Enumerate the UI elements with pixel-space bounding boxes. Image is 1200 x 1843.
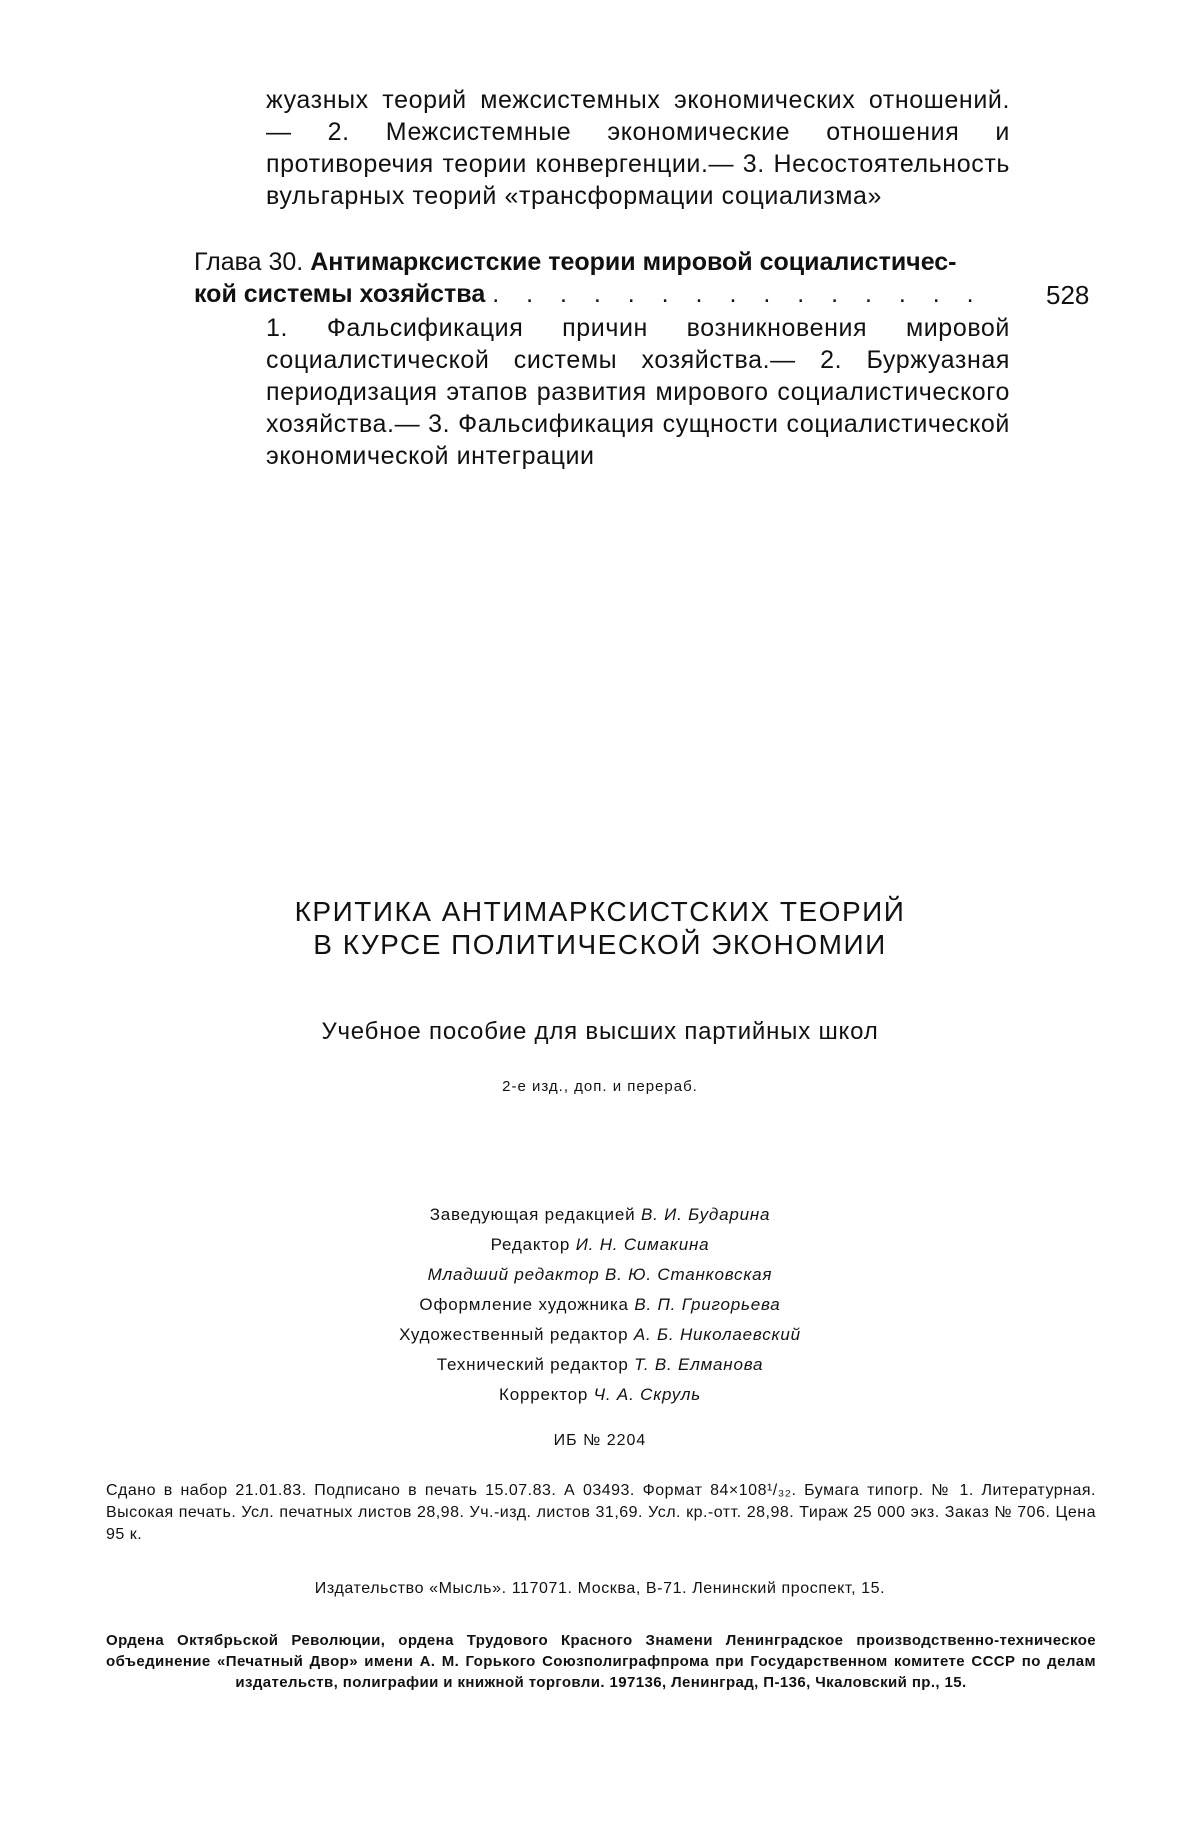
toc-prev-sections (266, 84, 1010, 212)
publisher: Издательство «Мысль». 117071. Москва, В-71. Ленинский проспект, 15. (314, 1580, 886, 1597)
credit-role: Технический редактор (436, 1355, 629, 1374)
printer-info: Ордена Октябрьской Революции, ордена Трудового Красного Знамени Ленинградское производственно-техническое объединение «Печатный Двор» имени А. М. Горького Союзполиграфпрома при Государственном комитете СССР по делам издательств, полиграфии и книжной торговли. 197136, Ленинград, П-136, Чкаловский пр., 15. (106, 1632, 1096, 1691)
book-title-line2: В КУРСЕ ПОЛИТИЧЕСКОЙ ЭКОНОМИИ (313, 929, 887, 960)
credit-role: Оформление художника (419, 1295, 629, 1314)
credit-line (0, 1290, 1200, 1320)
credit-name: В. П. Григорьева (634, 1295, 781, 1314)
credit-role: Художественный редактор (399, 1325, 629, 1344)
credit-line (0, 1200, 1200, 1230)
toc-prev-sections-text: жуазных теорий межсистемных экономических отношений.— 2. Межсистемные экономические отношения и противоречия теории конвергенции.— 3. Несостоятельность вульгарных теорий «трансформации социализма» (266, 86, 1010, 210)
credit-name: В. Ю. Станковская (605, 1265, 773, 1284)
credit-line (0, 1230, 1200, 1260)
toc-chapter-title-line1: Антимарксистские теории мировой социалистичес- (310, 248, 957, 276)
credit-role: Младший редактор (427, 1265, 600, 1284)
book-subtitle: Учебное пособие для высших партийных школ (321, 1018, 879, 1045)
toc-chapter-sections (266, 312, 1010, 472)
book-title-line1: КРИТИКА АНТИМАРКСИСТСКИХ ТЕОРИЙ (294, 896, 906, 927)
toc-chapter-page: 528 (1046, 280, 1090, 310)
credit-line (0, 1320, 1200, 1350)
credit-name: Т. В. Елманова (634, 1355, 764, 1374)
ib-number: ИБ № 2204 (553, 1432, 647, 1449)
imprint: Сдано в набор 21.01.83. Подписано в печать 15.07.83. А 03493. Формат 84×108¹/₃₂. Бумага типогр. № 1. Литературная. Высокая печать. Усл. печатных листов 28,98. Уч.-изд. листов 31,69. Усл. кр.-отт. 28,98. Тираж 25 000 экз. Заказ № 706. Цена 95 к. (106, 1482, 1096, 1543)
credit-name: А. Б. Николаевский (633, 1325, 801, 1344)
credit-line (0, 1350, 1200, 1380)
credit-role: Редактор (490, 1235, 571, 1254)
credit-line (0, 1260, 1200, 1290)
credit-name: Ч. А. Скруль (593, 1385, 701, 1404)
credit-role: Заведующая редакцией (429, 1205, 636, 1224)
book-edition: 2-е изд., доп. и перераб. (502, 1078, 698, 1095)
toc-chapter-line2 (194, 278, 1024, 310)
toc-chapter-line1 (194, 246, 1024, 278)
credit-line (0, 1380, 1200, 1410)
credit-name: В. И. Бударина (640, 1205, 771, 1224)
credits (0, 1200, 1200, 1410)
toc-chapter-label: Глава 30. (194, 248, 304, 276)
credit-name: И. Н. Симакина (575, 1235, 710, 1254)
toc-chapter-title-line2: кой системы хозяйства (194, 280, 486, 308)
book-title (0, 895, 1200, 961)
toc-chapter-sections-text: 1. Фальсификация причин возникновения мировой социалистической системы хозяйства.— 2. Буржуазная периодизация этапов развития мирового социалистического хозяйства.— 3. Фальсификация сущности социалистической экономической интеграции (266, 314, 1010, 470)
credit-role: Корректор (499, 1385, 589, 1404)
toc-leader-dots: . . . . . . . . . . . . . . . (492, 280, 984, 308)
